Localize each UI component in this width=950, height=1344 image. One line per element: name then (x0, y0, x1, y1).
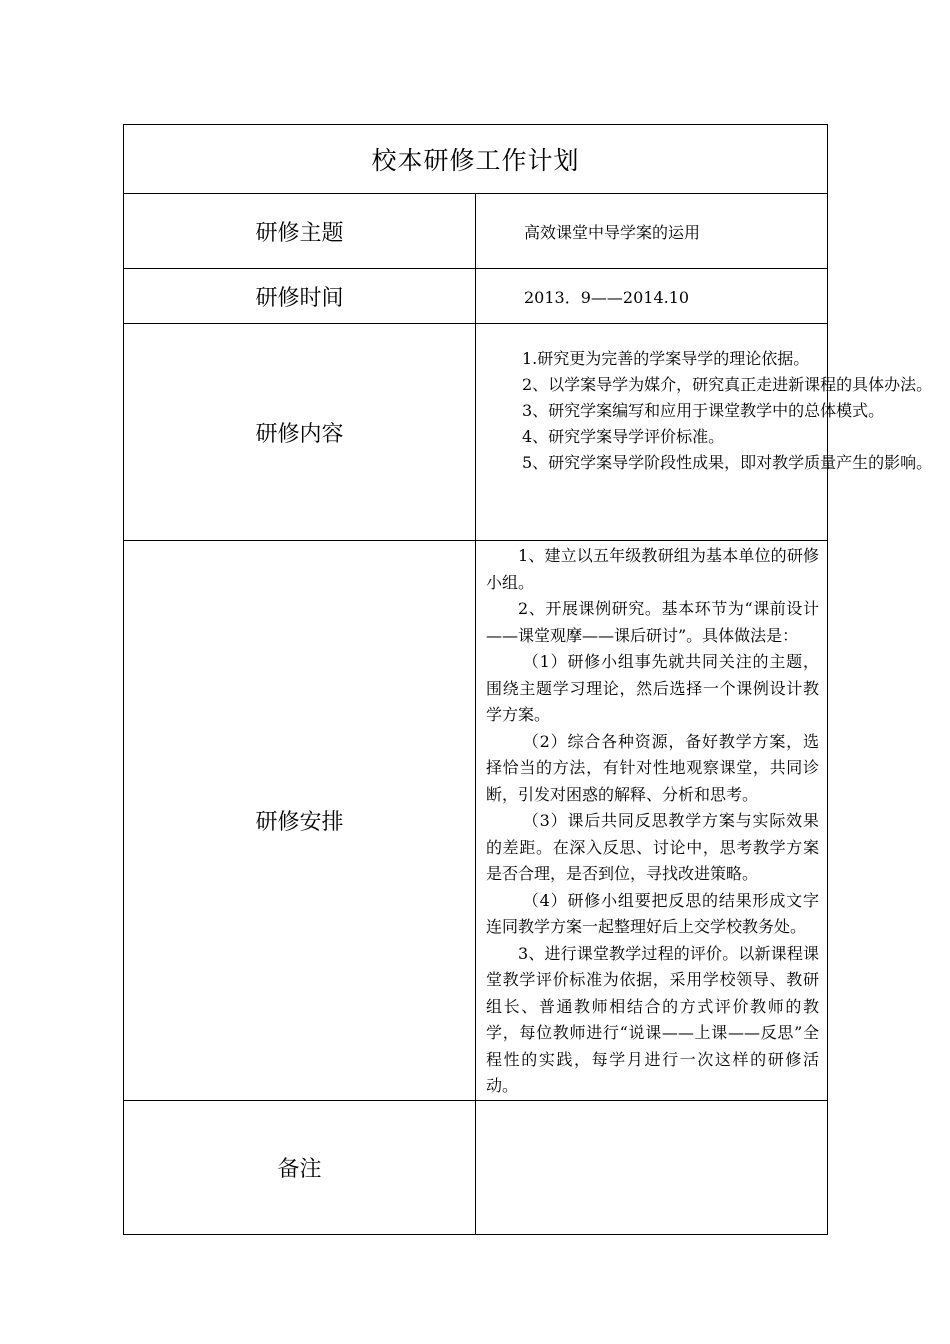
time-label: 研修时间 (124, 269, 476, 324)
content-item: 5、研究学案导学阶段性成果，即对教学质量产生的影响。 (522, 453, 933, 472)
content-item: 1.研究更为完善的学案导学的理论依据。 (522, 349, 810, 368)
notes-value (476, 1100, 828, 1234)
arrangement-row (124, 541, 828, 1101)
arrangement-paragraph: （2）综合各种资源，备好教学方案，选择恰当的方法，有针对性地观察课堂，共同诊断，引发对困惑的解释、分析和思考。 (486, 731, 819, 804)
topic-label: 研修主题 (124, 194, 476, 269)
arrangement-paragraph: 2、开展课例研究。基本环节为“课前设计——课堂观摩——课后研讨”。具体做法是： (486, 599, 819, 645)
arrangement-label: 研修安排 (124, 541, 476, 1101)
work-plan-table (123, 124, 933, 1235)
title-row (124, 125, 828, 194)
time-value: 2013．9——2014.10 (476, 269, 828, 324)
arrangement-paragraph: （4）研修小组要把反思的结果形成文字连同教学方案一起整理好后上交学校教务处。 (486, 890, 819, 936)
arrangement-paragraph: （3）课后共同反思教学方案与实际效果的差距。在深入反思、讨论中，思考教学方案是否合理，是否到位，寻找改进策略。 (486, 811, 819, 883)
topic-value: 高效课堂中导学案的运用 (476, 194, 828, 269)
time-row (124, 269, 828, 324)
arrangement-paragraph: （1）研修小组事先就共同关注的主题，围绕主题学习理论，然后选择一个课例设计教学方案。 (486, 652, 819, 724)
content-item: 2、以学案导学为媒介，研究真正走进新课程的具体办法。 (522, 375, 933, 394)
content-item: 4、研究学案导学评价标准。 (522, 427, 725, 446)
topic-row (124, 194, 828, 269)
content-label: 研修内容 (124, 324, 476, 541)
page-title: 校本研修工作计划 (124, 125, 828, 194)
arrangement-text (476, 541, 828, 1101)
content-item: 3、研究学案编写和应用于课堂教学中的总体模式。 (522, 401, 885, 420)
arrangement-paragraph: 3、进行课堂教学过程的评价。以新课程课堂教学评价标准为依据，采用学校领导、教研组长、普通教师相结合的方式评价教师的教学，每位教师进行“说课——上课——反思”全程性的实践，每学月进行一次这样的研修活动。 (486, 943, 819, 1095)
content-row (124, 324, 828, 541)
arrangement-paragraph: 1、建立以五年级教研组为基本单位的研修小组。 (486, 546, 819, 592)
notes-label: 备注 (124, 1100, 476, 1234)
content-list (476, 324, 933, 541)
notes-row (124, 1100, 828, 1234)
